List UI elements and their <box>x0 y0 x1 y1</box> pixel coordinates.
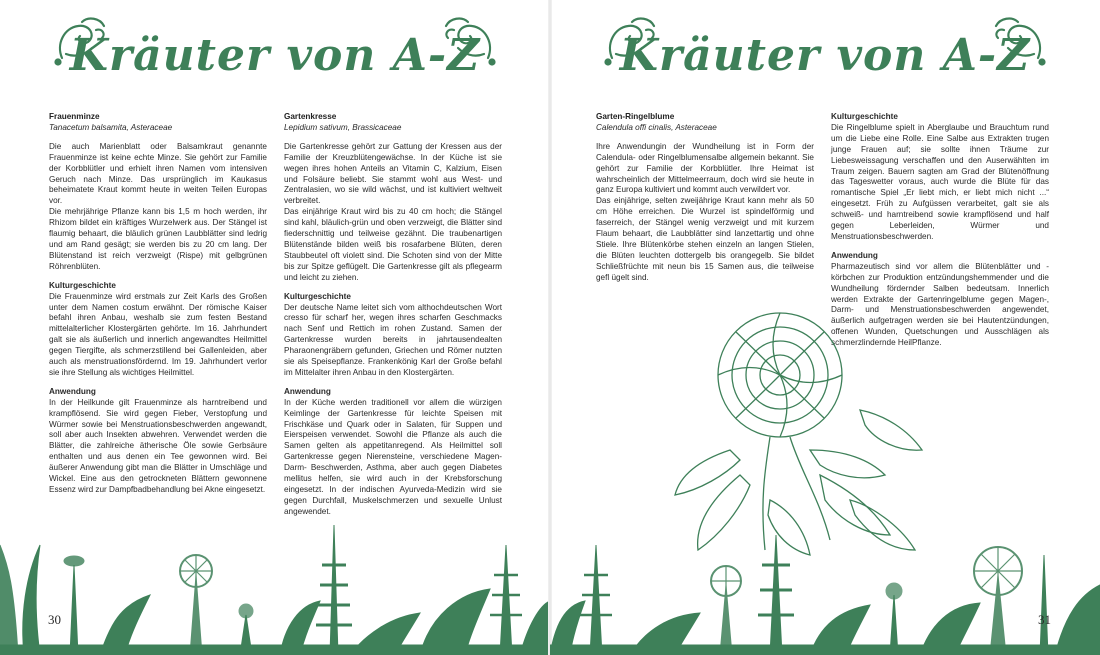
paragraph: Die Ringelblume spielt in Aberglaube und Brauchtum rund um die Liebe eine Rolle. Eine Salbe aus Extrakten trugen junge Frauen auf; sie sollte ihnen Träume zur Liebesweissagung verschaffen und den Auserwählten im Traum zeigen. Bauern sagten am Grad der Blütenöffnung das Tageswetter voraus, auch wurde die Blüte für das romantische Spiel „Er liebt mich, er liebt mich nicht ...“ eingesetzt. Früh zu Aufgüssen verarbeitet, galt sie als schweiß- und harntreibend sowie krampflösend und half gegen Leberleiden, Würmer und Menstruationsbeschwerden. <box>831 122 1049 241</box>
latin-name: Calendula offi cinalis, Asteraceae <box>596 122 717 132</box>
text-column <box>596 112 814 284</box>
page-title: Kräuter von A-Z <box>619 30 1031 81</box>
paragraph: Pharmazeutisch sind vor allem die Blütenblätter und -körbchen zur Produktion entzündungshemmender und die Wundheilung fördernder Salben bedeutsam. Innerlich werden Extrakte der Gartenringelblume gegen Magen-, Darm- und Menstruationsbeschwerden angewendet, äußerlich aufgetragen werden sie bei Hautentzündungen, offenen Wunden, Quetschungen und Ausschlägen als schmerzlindernde HeilPflanze. <box>831 261 1049 348</box>
section-heading: Kulturgeschichte <box>49 280 116 290</box>
latin-name: Tanacetum balsamita, Asteraceae <box>49 122 173 132</box>
section-heading: Kulturgeschichte <box>284 291 351 301</box>
paragraph: Die Gartenkresse gehört zur Gattung der Kressen aus der Familie der Kreuzblütengewächse. In der Küche ist sie wegen ihres hohen Anteils an Vitamin C, Kalzium, Eisen und Folsäure beliebt. Sie stammt wohl aus West- und Zentralasien, wo sie wild wächst, und ist kultiviert weltweit verbreitet. <box>284 141 502 206</box>
right-page <box>550 0 1100 655</box>
paragraph: Das einjährige Kraut wird bis zu 40 cm hoch; die Stängel sind kahl, bläulich-grün und oben verzweigt, die Blätter sind fiederschnittig und teilweise gezähnt. Die traubenartigen Blütenstände bilden weiß bis rosafarbene Blüten, deren Staubbeutel oft violett sind. Die Schoten sind von der Mitte bis zur Spitze geflügelt. Die Gartenkresse gilt als pflegearm und leicht zu ziehen. <box>284 207 502 282</box>
section-heading: Anwendung <box>49 386 96 396</box>
section-heading: Anwendung <box>831 250 878 260</box>
page-number: 30 <box>48 612 61 627</box>
herb-heading: Garten-Ringelblume <box>596 112 675 121</box>
paragraph: Ihre Anwendungin der Wundheilung ist in Form der Calendula- oder Ringelblumensalbe allgemein bekannt. Sie gehört zur Familie der Korbblütler. Ihre Heimat ist wahrscheinlich der Mittelmeerraum, doch wird sie heute in ganz Europa kultiviert und kommt auch verwildert vor. <box>596 141 814 195</box>
latin-name: Lepidium sativum, Brassicaceae <box>284 122 402 132</box>
paragraph: In der Heilkunde gilt Frauenminze als harntreibend und krampflösend. Sie wird gegen Fieber, Verstopfung und Würmer sowie bei Menstruationsbeschwerden angewandt, soll aber auch Insekten abwehren. Verwendet werden die Blätter, die zahlreiche ätherische Öle sowie Gerbsäure enthalten und aus denen ein Tee gewonnen wird. Bei äußerer Anwendung gibt man die Blätter in Umschläge und Wickel. Eine aus den getrockneten Blättern gewonnene Essenz wird zur Dampfbadbehandlung bei Akne eingesetzt. <box>49 397 267 494</box>
page-title: Kräuter von A-Z <box>69 30 481 81</box>
botanical-border-illustration <box>0 505 550 655</box>
section-heading: Anwendung <box>284 386 331 396</box>
paragraph: Die Frauenminze wird erstmals zur Zeit Karls des Großen unter dem Namen costum erwähnt. Der römische Kaiser befahl ihren Anbau, weshalb sie zum festen Bestand mittelalterlicher Klostergärten gehörte. Im 16. Jahrhundert galt sie als äußerlich und innerlich angewandtes Heilmittel gegen Tiergifte, als schmerzstillend bei Gallenleiden, aber auch als menstruationsfördernd. Im 19. Jahrhundert verlor sie ihre Stellung als wichtiges Heilmittel. <box>49 291 267 377</box>
herb-heading: Gartenkresse <box>284 112 337 121</box>
page-number: 31 <box>1038 612 1051 627</box>
paragraph: In der Küche werden traditionell vor allem die würzigen Keimlinge der Gartenkresse für leichte Speisen mit Frischkäse und Quark oder in Salaten, für Suppen und Eierspeisen verwendet. Sowohl die Pflanze als auch die Samen gelten als appetitanregend. Als Heilmittel soll Gartenkresse gegen Nierensteine, verschiedene Magen-Darm- Beschwerden, Asthma, aber auch gegen Diabetes mellitus helfen, sie wird auch in der Krebsforschung eingesetzt. In der indischen Ayurveda-Medizin wird sie gegen Durchfall, Muskelschmerzen und sexuelle Unlust angewendet. <box>284 397 502 516</box>
text-column <box>284 112 502 518</box>
section-heading: Kulturgeschichte <box>831 112 898 121</box>
text-column <box>49 112 267 496</box>
herb-heading: Frauenminze <box>49 112 100 121</box>
paragraph: Die auch Marienblatt oder Balsamkraut genannte Frauenminze ist keine echte Minze. Sie gehört zur Familie der Korbblütler und erhielt ihren Namen vom intensiven Geruch nach Minze. Das ursprünglich im Kaukasus beheimatete Kraut kommt heute in weiten Teilen Europas vor. <box>49 141 267 206</box>
paragraph: Das einjährige, selten zweijährige Kraut kann mehr als 50 cm Höhe erreichen. Die Wurzel ist spindelförmig und faserreich, der Stängel wenig verzweigt und mit kurzem Flaum behaart, die Laubblätter sind lanzettartig und ohne Stiele. Ihre Blütenkörbe stehen einzeln an langen Stielen, die Blüten leuchten dottergelb bis orangegelb. Sie bildet Schließfrüchte mit neun bis 15 Samen aus, die teilweise gefl ügelt sind. <box>596 196 814 282</box>
paragraph: Der deutsche Name leitet sich vom althochdeutschen Wort cresso für scharf her, wegen ihres scharfen Geschmacks nach Senf und Rettich im rohen Zustand. Samen der Gartenkresse wurden bereits in jahrtausendealten Pharaonengräbern gefunden, Griechen und Römer nutzten sie als Speisepflanze. Frankenkönig Karl der Große befahl im Mittelalter ihren Anbau in den Klostergärten. <box>284 302 502 377</box>
paragraph: Die mehrjährige Pflanze kann bis 1,5 m hoch werden, ihr Rhizom bildet ein kräftiges Wurzelwerk aus. Der Stängel ist flaumig behaart, die bläulich grünen Laubblätter sind ledrig und am Rand gesägt; sie werden bis zu 20 cm lang. Der Blütenstand ist reich verzweigt (Rispe) mit gelbgrünen Röhrenblüten. <box>49 207 267 271</box>
botanical-border-illustration <box>550 505 1100 655</box>
